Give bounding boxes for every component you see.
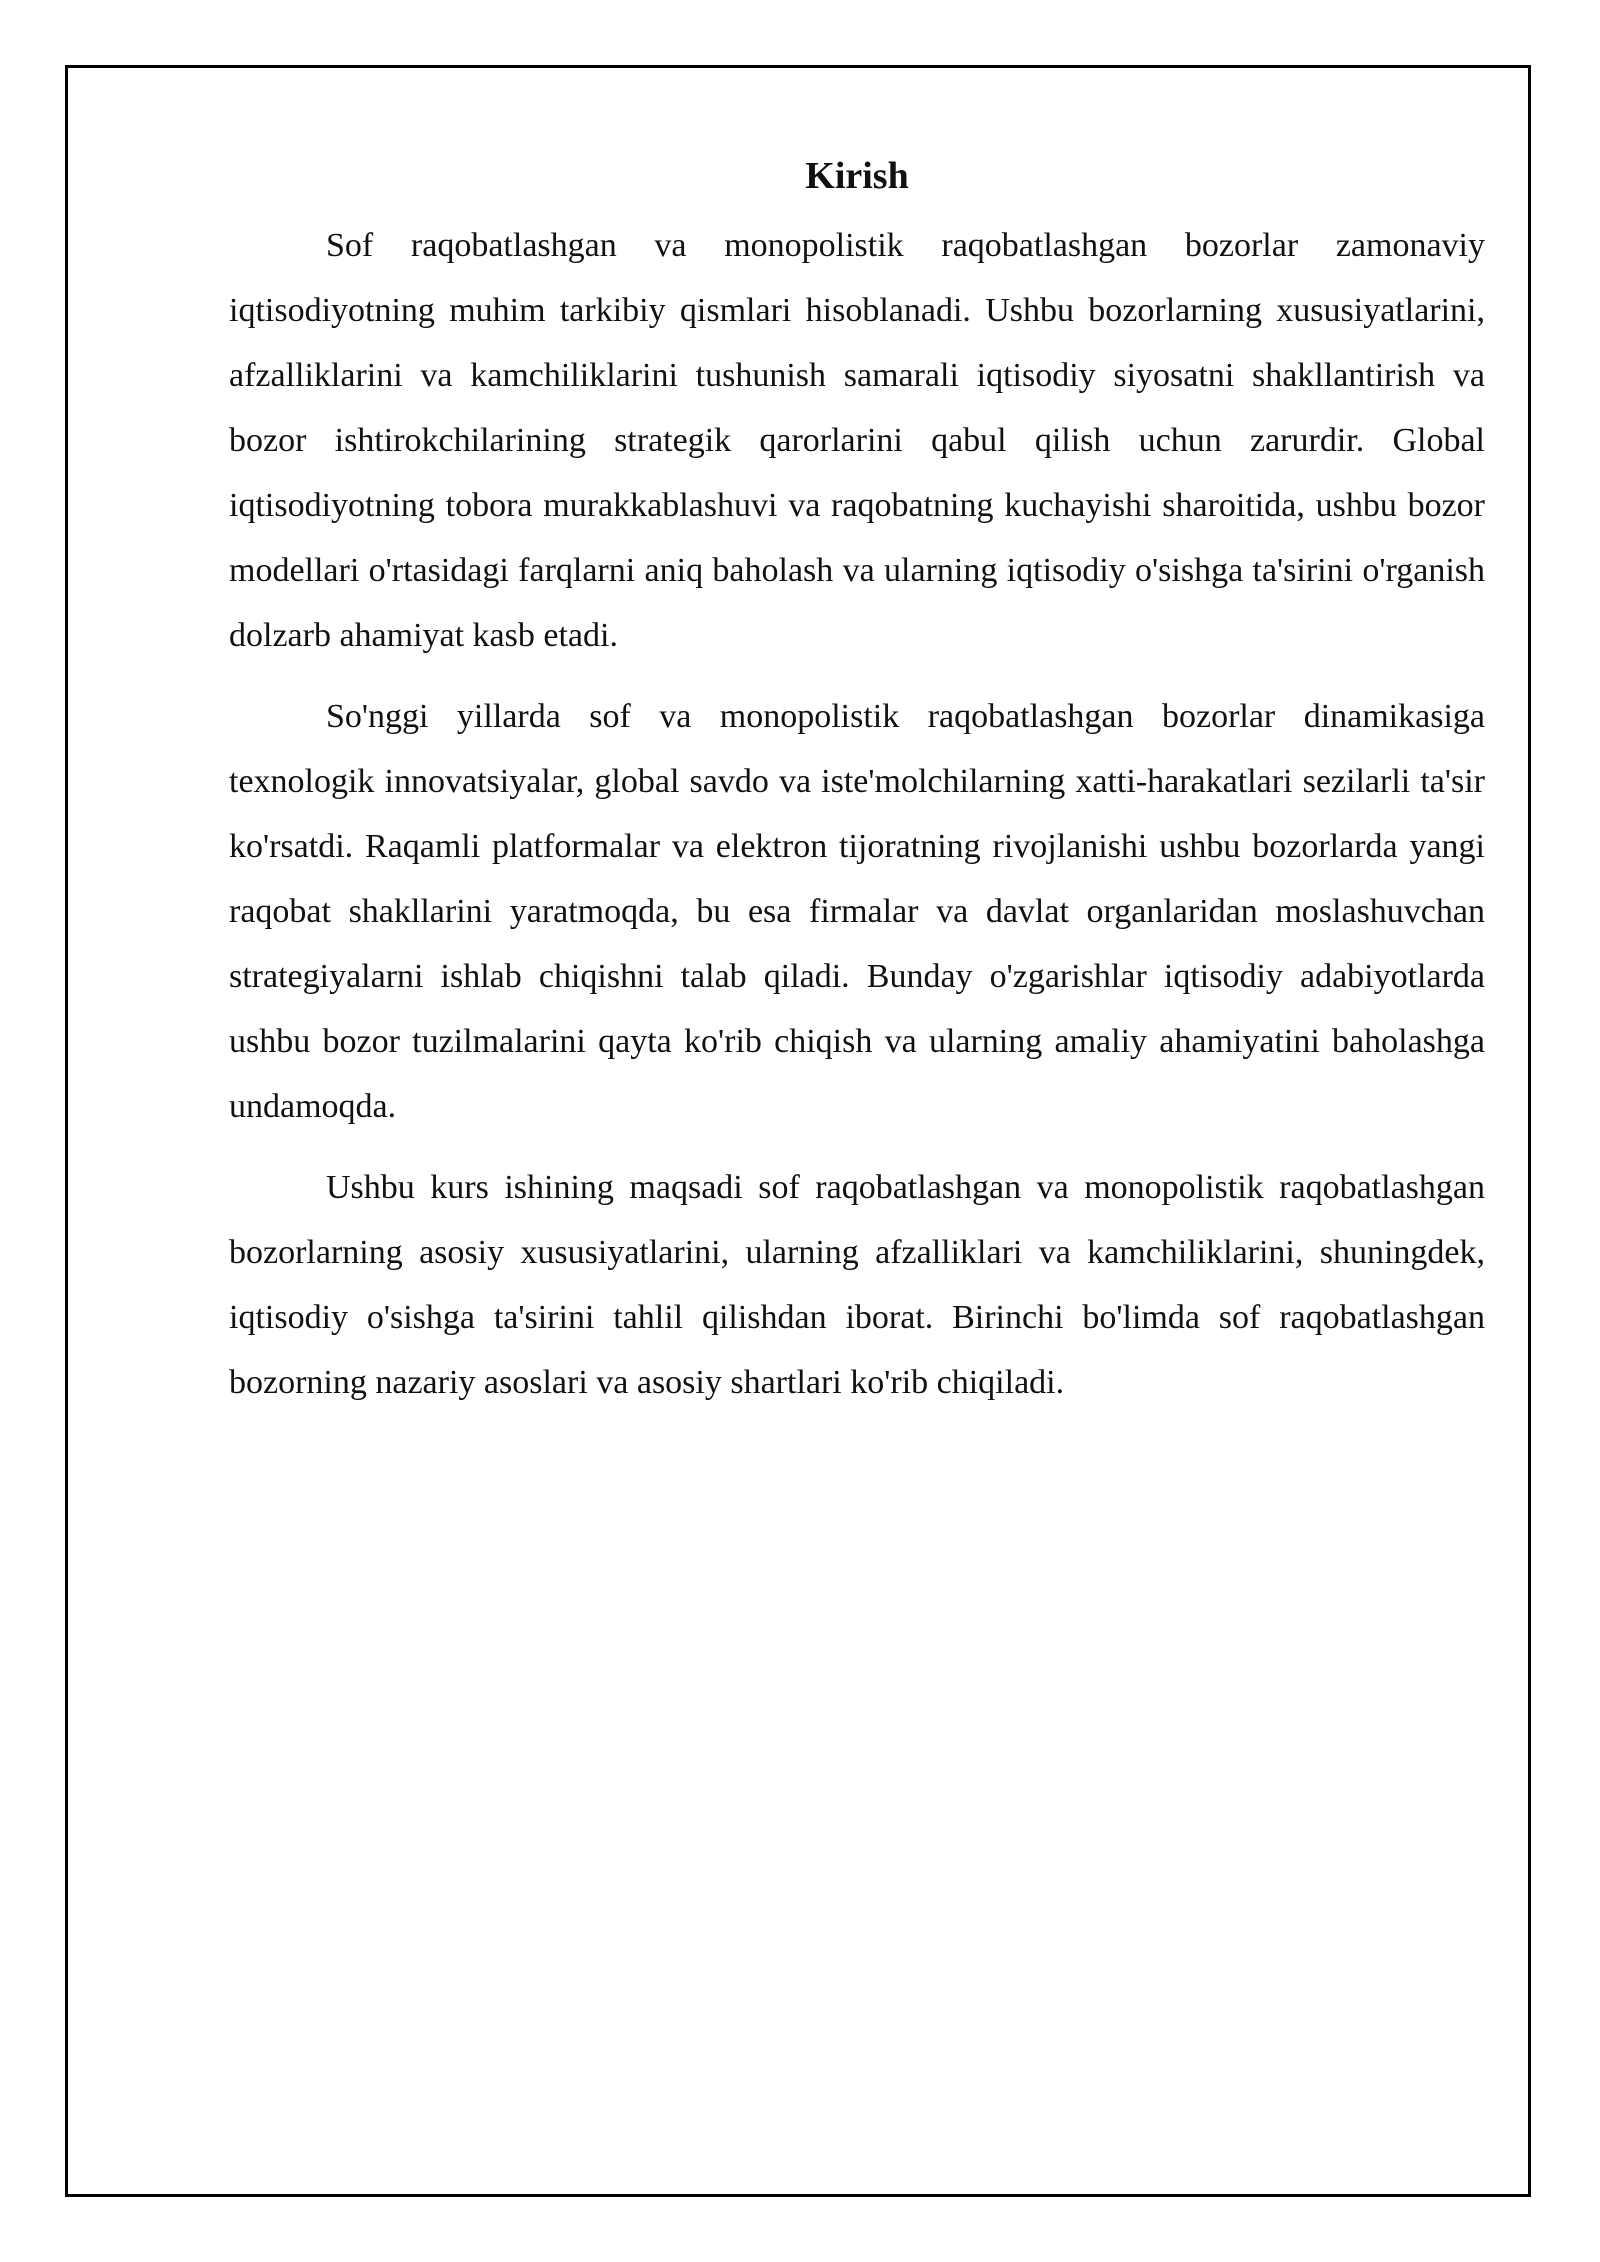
document-body <box>229 145 1485 1431</box>
paragraph-1: Sof raqobatlashgan va monopolistik raqobatlashgan bozorlar zamonaviy iqtisodiyotning muhim tarkibiy qismlari hisoblanadi. Ushbu bozorlarning xususiyatlarini, afzalliklarini va kamchiliklarini tushunish samarali iqtisodiy siyosatni shakllantirish va bozor ishtirokchilarining strategik qarorlarini qabul qilish uchun zarurdir. Global iqtisodiyotning tobora murakkablashuvi va raqobatning kuchayishi sharoitida, ushbu bozor modellari o'rtasidagi farqlarni aniq baholash va ularning iqtisodiy o'sishga ta'sirini o'rganish dolzarb ahamiyat kasb etadi. <box>229 227 1485 654</box>
paragraph-2: So'nggi yillarda sof va monopolistik raqobatlashgan bozorlar dinamikasiga texnologik innovatsiyalar, global savdo va iste'molchilarning xatti-harakatlari sezilarli ta'sir ko'rsatdi. Raqamli platformalar va elektron tijoratning rivojlanishi ushbu bozorlarda yangi raqobat shakllarini yaratmoqda, bu esa firmalar va davlat organlaridan moslashuvchan strategiyalarni ishlab chiqishni talab qiladi. Bunday o'zgarishlar iqtisodiy adabiyotlarda ushbu bozor tuzilmalarini qayta ko'rib chiqish va ularning amaliy ahamiyatini baholashga undamoqda. <box>229 698 1485 1125</box>
paragraph-3: Ushbu kurs ishining maqsadi sof raqobatlashgan va monopolistik raqobatlashgan bozorlarning asosiy xususiyatlarini, ularning afzalliklari va kamchiliklarini, shuningdek, iqtisodiy o'sishga ta'sirini tahlil qilishdan iborat. Birinchi bo'limda sof raqobatlashgan bozorning nazariy asoslari va asosiy shartlari ko'rib chiqiladi. <box>229 1169 1485 1401</box>
page-title: Kirish <box>805 155 909 197</box>
